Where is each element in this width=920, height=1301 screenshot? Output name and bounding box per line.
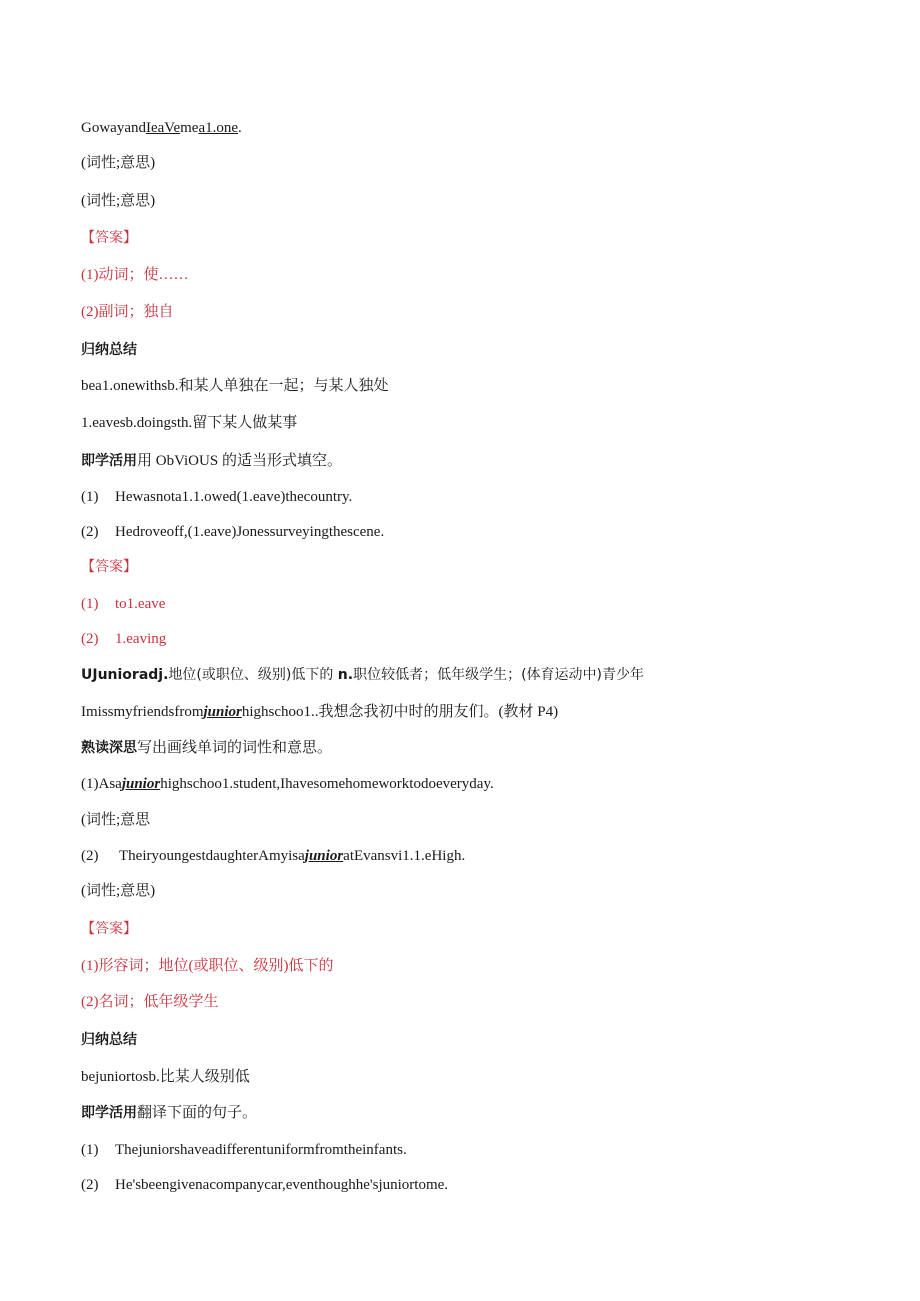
example-sentence-leave — [81, 118, 242, 138]
text-segment: (1)Asa — [81, 776, 122, 792]
item-number: (2) — [81, 1177, 99, 1193]
underlined-word: junior — [304, 848, 344, 864]
item-number: (2) — [81, 524, 99, 540]
exercise-item — [81, 846, 465, 866]
summary-heading: 归纳总结 — [81, 1032, 137, 1048]
exercise-item — [81, 487, 352, 507]
definition: 地位(或职位、级别)低下的 — [168, 667, 338, 683]
answer-heading: 【答案】 — [81, 230, 137, 246]
answer-line: (2)副词；独自 — [81, 304, 174, 320]
item-number: (1) — [81, 596, 99, 612]
answer-line — [81, 629, 166, 649]
instruction-text: 翻译下面的句子。 — [137, 1105, 258, 1121]
summary-heading: 归纳总结 — [81, 342, 137, 358]
practice-label: 即学活用 — [81, 453, 137, 469]
underlined-word: a1.one — [198, 120, 239, 136]
text-segment: . — [238, 120, 242, 136]
pos-meaning-blank-1: (词性;意思) — [81, 155, 156, 171]
instruction-text: 用 ObViOUS 的适当形式填空。 — [137, 453, 342, 469]
item-number: (1) — [81, 489, 99, 505]
text-segment: highschoo1..我想念我初中时的朋友们。(教材 P4) — [241, 704, 559, 720]
definition: 职位较低者；低年级学生；(体育运动中)青少年 — [353, 667, 645, 683]
pos-meaning-blank-2: (词性;意思) — [81, 193, 156, 209]
exercise-item — [81, 1140, 407, 1160]
underlined-word: junior — [203, 704, 242, 720]
summary-line: bejuniortosb.比某人级别低 — [81, 1069, 250, 1085]
text-segment: TheiryoungestdaughterAmyisa — [119, 848, 305, 864]
answer-line: (1)动词；使…… — [81, 267, 189, 283]
text-segment: Imissmyfriendsfrom — [81, 704, 204, 720]
text-segment: highschoo1.student,Ihavesomehomeworktodoeveryday. — [160, 776, 494, 792]
item-text: Hedroveoff,(1.eave)Jonessurveyingthescene. — [115, 524, 385, 540]
reading-instruction — [81, 738, 332, 758]
answer-line: (2)名词；低年级学生 — [81, 994, 219, 1010]
pos-meaning-blank-3: (词性;意思 — [81, 812, 151, 828]
answer-text: 1.eaving — [115, 631, 167, 647]
underlined-word: junior — [121, 776, 161, 792]
pos-meaning-blank-4: (词性;意思) — [81, 883, 156, 899]
answer-line: (1)形容词；地位(或职位、级别)低下的 — [81, 958, 334, 974]
item-number: (2) — [81, 848, 99, 864]
exercise-item — [81, 1175, 448, 1195]
practice-instruction — [81, 451, 342, 471]
answer-heading: 【答案】 — [81, 921, 137, 937]
underlined-word: IeaVe — [145, 120, 181, 136]
practice-label: 即学活用 — [81, 1105, 137, 1121]
answer-line — [81, 594, 165, 614]
summary-line: 1.eavesb.doingsth.留下某人做某事 — [81, 415, 298, 431]
headword: UJunioradj. — [81, 667, 169, 683]
answer-heading: 【答案】 — [81, 559, 137, 575]
exercise-item — [81, 774, 494, 794]
vocab-entry-junior — [81, 665, 644, 685]
item-text: Hewasnota1.1.owed(1.eave)thecountry. — [115, 489, 353, 505]
item-text: He'sbeengivenacompanycar,eventhoughhe'sjuniortome. — [115, 1177, 449, 1193]
item-number: (1) — [81, 1142, 99, 1158]
summary-line: bea1.onewithsb.和某人单独在一起；与某人独处 — [81, 378, 389, 394]
part-of-speech: n. — [337, 667, 354, 683]
example-sentence-junior — [81, 702, 558, 722]
instruction-text: 写出画线单词的词性和意思。 — [137, 740, 333, 756]
item-number: (2) — [81, 631, 99, 647]
text-segment: Gowayand — [81, 120, 146, 136]
answer-text: to1.eave — [115, 596, 166, 612]
reading-label: 熟读深思 — [81, 740, 137, 756]
text-segment: me — [180, 120, 199, 136]
text-segment: atEvansvi1.1.eHigh. — [343, 848, 466, 864]
item-text: Thejuniorshaveadifferentuniformfromtheinfants. — [115, 1142, 407, 1158]
practice-instruction — [81, 1103, 257, 1123]
exercise-item — [81, 522, 384, 542]
